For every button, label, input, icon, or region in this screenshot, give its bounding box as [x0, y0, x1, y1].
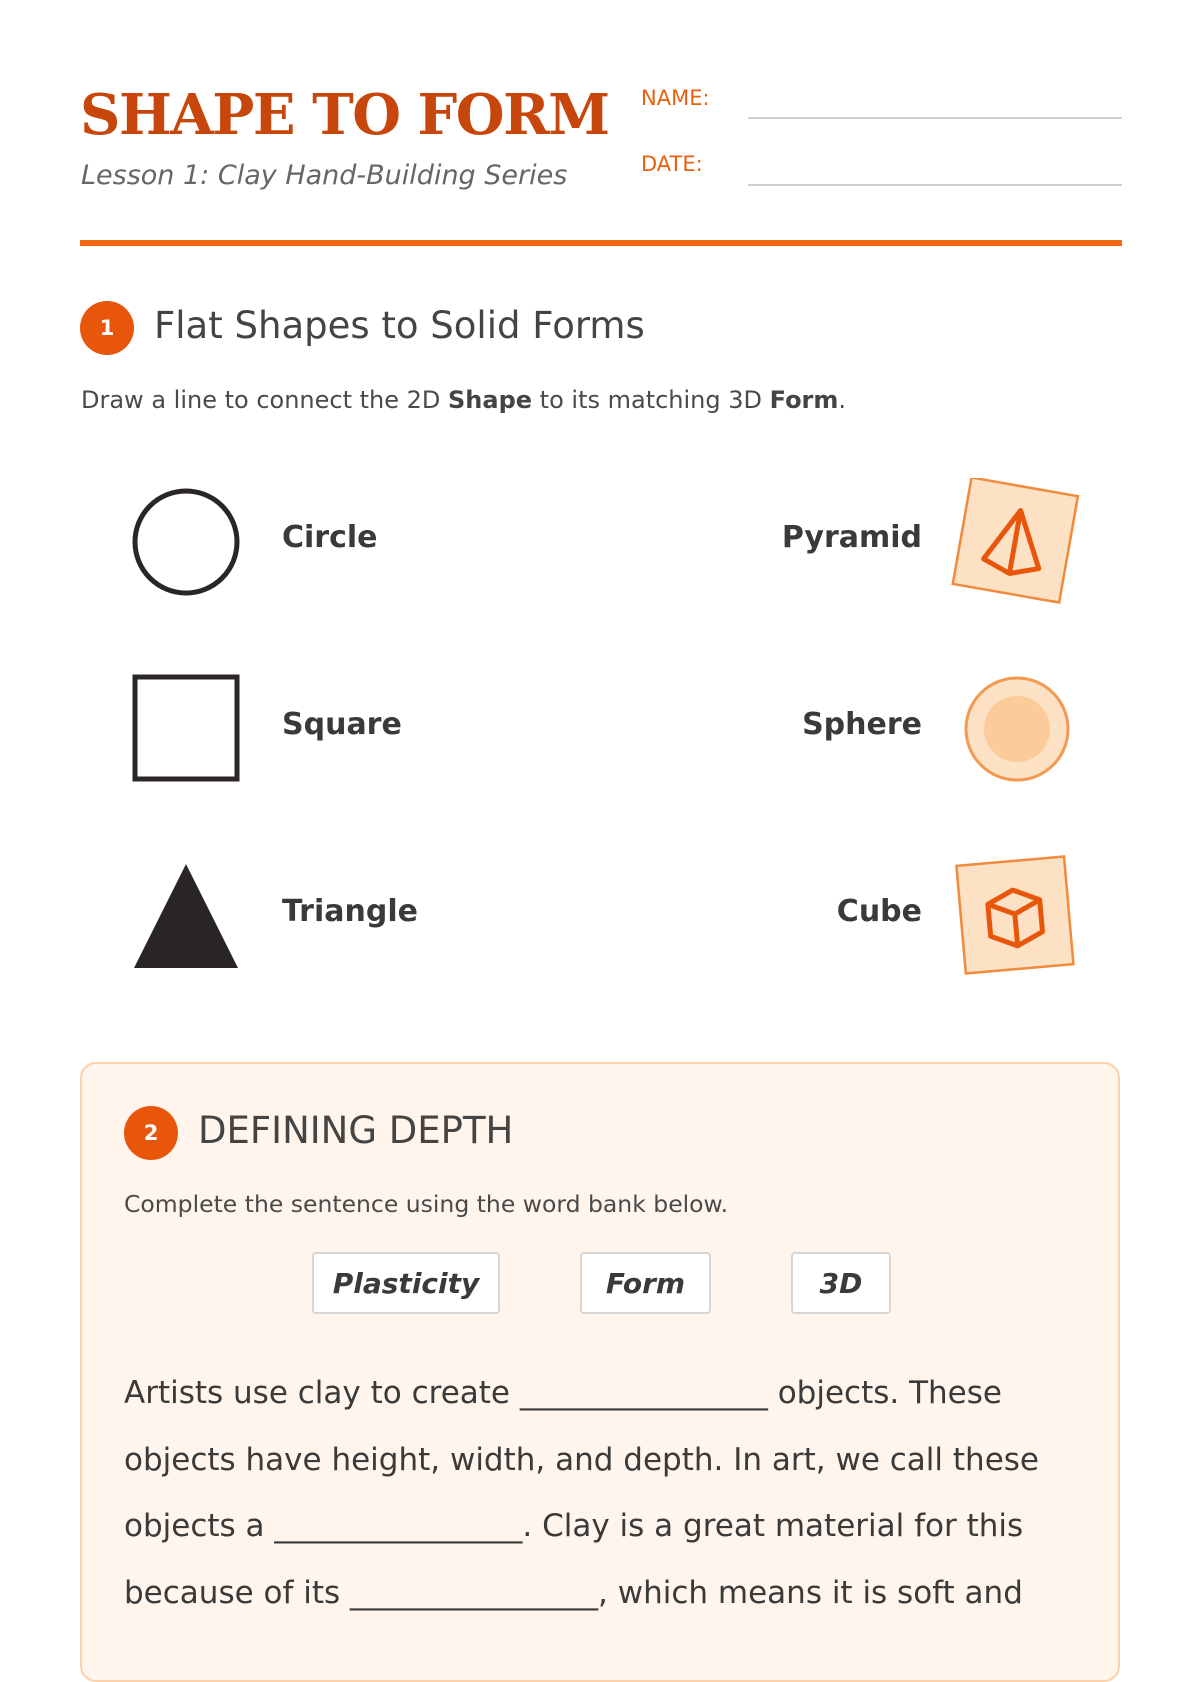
fill-in-paragraph	[124, 1360, 1084, 1626]
date-label: DATE:	[641, 152, 703, 176]
section-1-instruction	[81, 386, 846, 414]
shape-label-square[interactable]: Square	[282, 707, 402, 742]
instruction-keyword-form: Form	[769, 386, 839, 414]
word-bank-chip-3d[interactable]: 3D	[791, 1252, 891, 1314]
triangle-icon	[132, 862, 240, 970]
header-divider	[80, 240, 1122, 246]
date-field[interactable]	[748, 184, 1122, 186]
form-label-sphere[interactable]: Sphere	[802, 707, 922, 742]
paragraph-text: , which means it is soft and	[598, 1574, 1023, 1611]
section-1-number-badge: 1	[80, 301, 134, 355]
shape-label-triangle[interactable]: Triangle	[282, 894, 418, 929]
answer-blank[interactable]: ________________	[274, 1508, 523, 1544]
section-1-title: Flat Shapes to Solid Forms	[154, 304, 645, 347]
word-bank-chip-plasticity[interactable]: Plasticity	[312, 1252, 500, 1314]
square-icon	[132, 674, 240, 782]
section-2-title: DEFINING DEPTH	[198, 1109, 514, 1152]
section-2-number-badge: 2	[124, 1106, 178, 1160]
circle-icon	[132, 488, 240, 596]
sphere-icon	[963, 675, 1071, 783]
form-label-pyramid[interactable]: Pyramid	[781, 520, 922, 555]
paragraph-text: . Clay is a great material for this because of its	[124, 1508, 1024, 1611]
instruction-text: .	[838, 386, 847, 414]
instruction-text: Draw a line to connect the 2D	[81, 386, 449, 414]
cube-icon	[951, 854, 1079, 978]
worksheet-subtitle: Lesson 1: Clay Hand-Building Series	[81, 160, 568, 191]
word-bank-chip-form[interactable]: Form	[580, 1252, 711, 1314]
instruction-text: to its matching 3D	[532, 386, 770, 414]
shape-label-circle[interactable]: Circle	[282, 520, 378, 555]
form-label-cube[interactable]: Cube	[836, 894, 922, 929]
pyramid-icon	[947, 478, 1083, 606]
instruction-keyword-shape: Shape	[448, 386, 533, 414]
paragraph-text: Artists use clay to create	[124, 1375, 520, 1411]
worksheet-title: SHAPE TO FORM	[80, 82, 609, 148]
name-field[interactable]	[748, 117, 1122, 119]
answer-blank[interactable]: ________________	[519, 1375, 768, 1411]
answer-blank[interactable]: ________________	[350, 1574, 599, 1611]
paragraph-text: objects. These objects have height, width, and depth. In art, we call these objects a	[124, 1375, 1039, 1544]
section-2-instruction: Complete the sentence using the word bank below.	[124, 1190, 729, 1218]
name-label: NAME:	[641, 86, 710, 110]
